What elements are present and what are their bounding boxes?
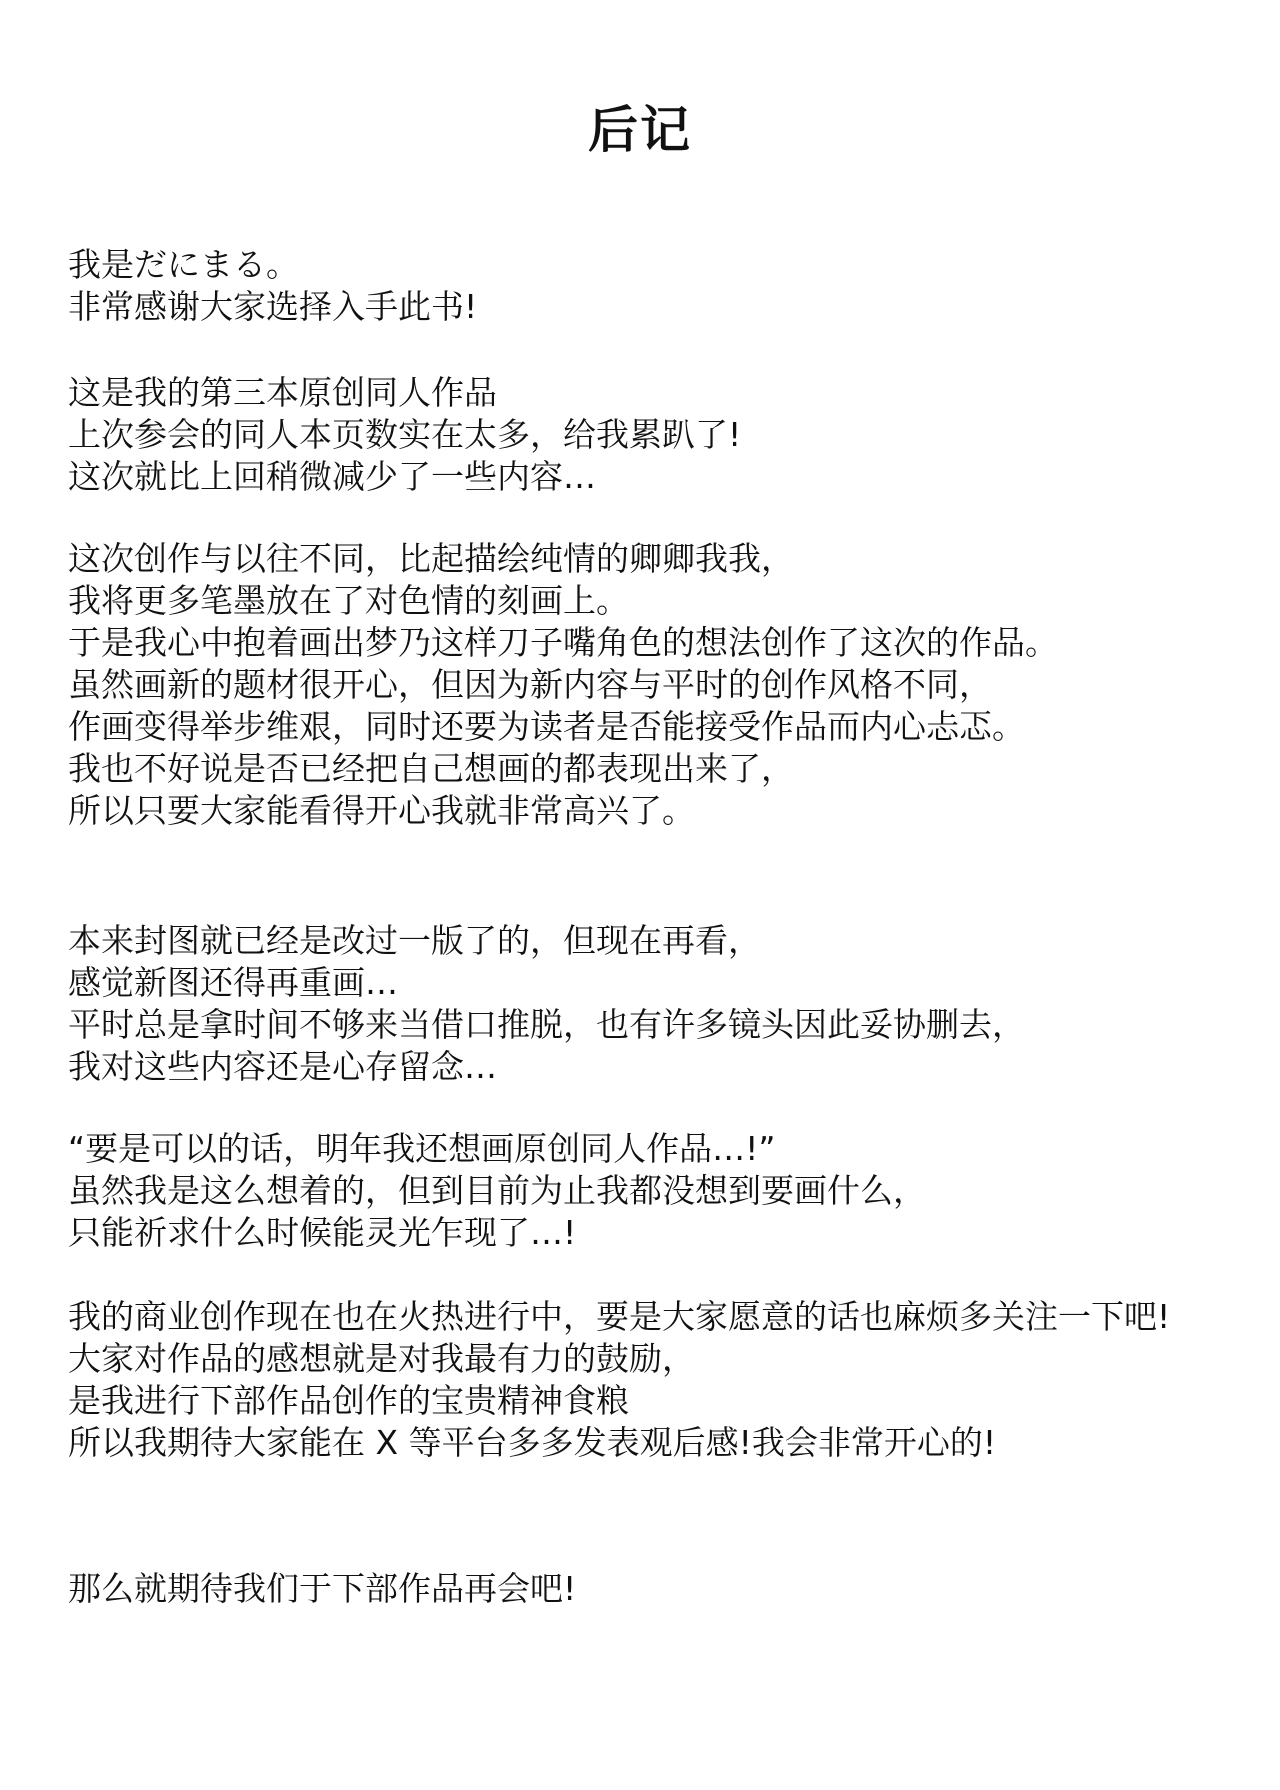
paragraph-cover	[68, 920, 1248, 1088]
text-line: 那么就期待我们于下部作品再会吧!	[68, 1569, 577, 1608]
text-line: 我是だにまる。	[68, 245, 299, 284]
paragraph-greeting	[68, 244, 1248, 328]
text-line: 作画变得举步维艰，同时还要为读者是否能接受作品而内心忐忑。	[68, 707, 1025, 746]
text-line: 我的商业创作现在也在火热进行中，要是大家愿意的话也麻烦多关注一下吧!	[68, 1297, 1171, 1336]
text-line: 这是我的第三本原创同人作品	[68, 373, 497, 412]
text-line: 虽然我是这么想着的，但到目前为止我都没想到要画什么，	[68, 1171, 926, 1210]
text-line: 虽然画新的题材很开心，但因为新内容与平时的创作风格不同，	[68, 665, 992, 704]
paragraph-intro	[68, 372, 1248, 498]
text-line: 所以只要大家能看得开心我就非常高兴了。	[68, 791, 695, 830]
text-line: 上次参会的同人本页数实在太多，给我累趴了!	[68, 415, 742, 454]
text-line: 本来封图就已经是改过一版了的，但现在再看，	[68, 921, 761, 960]
paragraph-commercial	[68, 1296, 1248, 1464]
text-line: 只能祈求什么时候能灵光乍现了…!	[68, 1213, 577, 1252]
text-line: 于是我心中抱着画出梦乃这样刀子嘴角色的想法创作了这次的作品。	[68, 623, 1058, 662]
paragraph-farewell	[68, 1568, 1248, 1610]
text-line: 非常感谢大家选择入手此书!	[68, 287, 478, 326]
text-line: 感觉新图还得再重画…	[68, 963, 398, 1002]
text-line: 大家对作品的感想就是对我最有力的鼓励，	[68, 1339, 695, 1378]
text-line: 这次就比上回稍微减少了一些内容…	[68, 457, 596, 496]
text-line: 我也不好说是否已经把自己想画的都表现出来了，	[68, 749, 794, 788]
text-line: 我对这些内容还是心存留念…	[68, 1047, 497, 1086]
text-line: 这次创作与以往不同，比起描绘纯情的卿卿我我，	[68, 539, 794, 578]
paragraph-creation	[68, 538, 1248, 832]
text-line: 我将更多笔墨放在了对色情的刻画上。	[68, 581, 629, 620]
page-title: 后记	[588, 101, 692, 159]
text-line: 是我进行下部作品创作的宝贵精神食粮	[68, 1381, 629, 1420]
text-line: “要是可以的话，明年我还想画原创同人作品…!”	[68, 1129, 776, 1168]
text-line: 所以我期待大家能在 X 等平台多多发表观后感!我会非常开心的!	[68, 1423, 997, 1462]
paragraph-next-year	[68, 1128, 1248, 1254]
text-line: 平时总是拿时间不够来当借口推脱，也有许多镜头因此妥协删去，	[68, 1005, 1025, 1044]
